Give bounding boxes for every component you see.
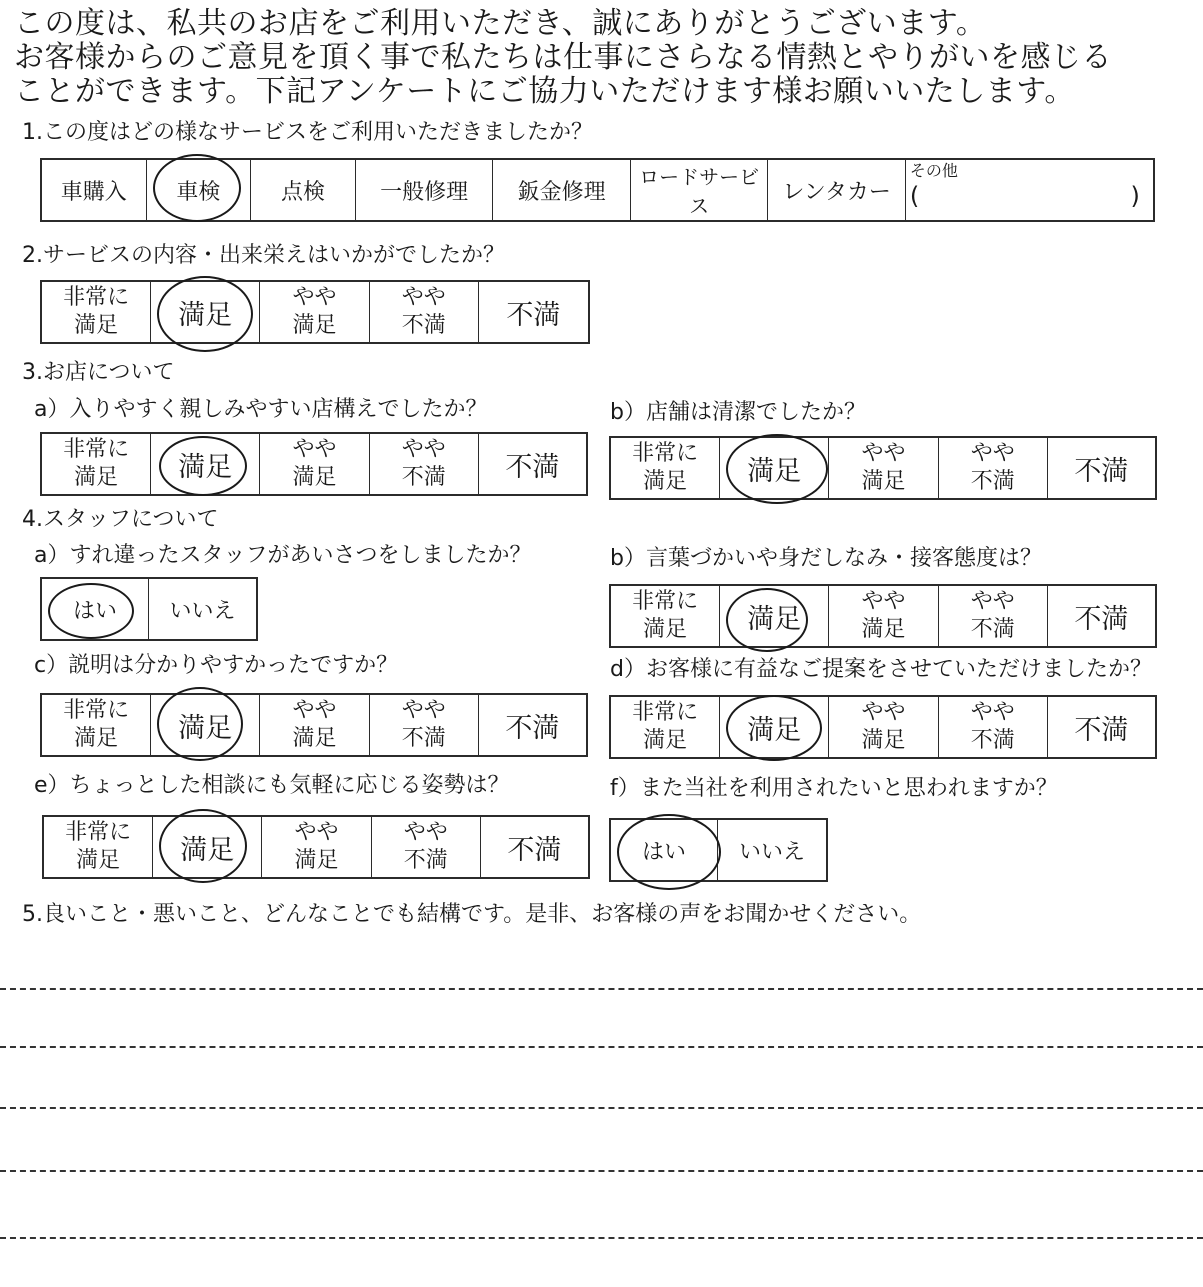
option-very-satisfied[interactable]: 非常に 満足: [42, 434, 151, 494]
q4c-scale: [40, 693, 588, 757]
option-dissatisfied[interactable]: 不満: [506, 299, 561, 331]
answer-line[interactable]: [0, 1107, 1203, 1109]
option-somewhat-dissatisfied[interactable]: やや 不満: [939, 697, 1048, 757]
answer-line[interactable]: [0, 1170, 1203, 1172]
q4a-question: a）すれ違ったスタッフがあいさつをしましたか？: [34, 543, 532, 568]
answer-line[interactable]: [0, 1237, 1203, 1239]
q4e-question: e）ちょっとした相談にも気軽に応じる姿勢は？: [34, 773, 510, 798]
q1-option-checkup[interactable]: 点検: [251, 160, 356, 220]
q4b-question: b）言葉づかいや身だしなみ・接客態度は？: [610, 546, 1042, 571]
other-input[interactable]: ( ): [909, 182, 1140, 210]
option-somewhat-satisfied[interactable]: やや 満足: [829, 586, 938, 646]
option-yes[interactable]: はい: [611, 820, 718, 880]
option-satisfied[interactable]: 満足: [153, 817, 262, 877]
option-satisfied[interactable]: 満足: [720, 586, 829, 646]
option-somewhat-satisfied[interactable]: やや 満足: [829, 697, 938, 757]
q2-question: 2.サービスの内容・出来栄えはいかがでしたか？: [22, 243, 505, 268]
option-somewhat-dissatisfied[interactable]: やや 不満: [370, 695, 479, 755]
option-very-satisfied[interactable]: 非常に 満足: [611, 586, 720, 646]
q5-question: 5.良いこと・悪いこと、どんなことでも結構です。是非、お客様の声をお聞かせください。: [22, 902, 922, 927]
q3a-question: a）入りやすく親しみやすい店構えでしたか？: [34, 397, 488, 422]
option-somewhat-dissatisfied[interactable]: やや 不満: [370, 434, 479, 494]
option-satisfied[interactable]: 満足: [720, 438, 829, 498]
option-somewhat-dissatisfied[interactable]: やや 不満: [370, 282, 479, 342]
q4d-question: d）お客様に有益なご提案をさせていただけましたか？: [610, 657, 1152, 682]
option-very-satisfied[interactable]: 非常に 満足: [44, 817, 153, 877]
option-somewhat-satisfied[interactable]: やや 満足: [260, 434, 369, 494]
option-no[interactable]: いいえ: [169, 598, 236, 624]
q1-option-repair[interactable]: 一般修理: [356, 160, 494, 220]
option-dissatisfied[interactable]: 不満: [1074, 603, 1129, 635]
q4a-yesno: [40, 577, 258, 641]
q1-options: [40, 158, 1155, 222]
q1-option-inspection[interactable]: 車検: [147, 160, 252, 220]
q4-heading: 4.スタッフについて: [22, 507, 219, 532]
intro-line: この度は、私共のお店をご利用いただき、誠にありがとうございます。: [14, 6, 987, 41]
option-very-satisfied[interactable]: 非常に 満足: [42, 282, 151, 342]
q4c-question: c）説明は分かりやすかったですか？: [34, 653, 399, 678]
q1-option-bodywork[interactable]: 鈑金修理: [493, 160, 631, 220]
option-dissatisfied[interactable]: 不満: [1074, 714, 1129, 746]
option-somewhat-dissatisfied[interactable]: やや 不満: [372, 817, 481, 877]
q4f-question: f）また当社を利用されたいと思われますか？: [610, 776, 1058, 801]
q1-question: 1.この度はどの様なサービスをご利用いただきましたか？: [22, 120, 593, 145]
q1-option-road-service[interactable]: ロードサービス: [631, 160, 769, 220]
q3-heading: 3.お店について: [22, 360, 175, 385]
q3b-scale: [609, 436, 1157, 500]
option-dissatisfied[interactable]: 不満: [505, 451, 560, 483]
option-satisfied[interactable]: 満足: [151, 695, 260, 755]
option-somewhat-satisfied[interactable]: やや 満足: [260, 282, 369, 342]
option-yes[interactable]: はい: [42, 579, 149, 639]
q3a-scale: [40, 432, 588, 496]
q1-option-other[interactable]: その他 ( ): [909, 161, 1140, 210]
intro-line: お客様からのご意見を頂く事で私たちは仕事にさらなる情熱とやりがいを感じる: [14, 40, 1112, 75]
option-somewhat-satisfied[interactable]: やや 満足: [262, 817, 371, 877]
q4f-yesno: [609, 818, 828, 882]
q4d-scale: [609, 695, 1157, 759]
q2-scale: [40, 280, 590, 344]
intro-text: [14, 6, 1194, 108]
option-no[interactable]: いいえ: [739, 839, 806, 865]
q4b-scale: [609, 584, 1157, 648]
option-very-satisfied[interactable]: 非常に 満足: [42, 695, 151, 755]
answer-line[interactable]: [0, 1046, 1203, 1048]
answer-line[interactable]: [0, 988, 1203, 990]
q3b-question: b）店舗は清潔でしたか？: [610, 400, 866, 425]
option-somewhat-dissatisfied[interactable]: やや 不満: [939, 586, 1048, 646]
option-somewhat-satisfied[interactable]: やや 満足: [829, 438, 938, 498]
intro-line: ことができます。下記アンケートにご協力いただけます様お願いいたします。: [14, 74, 1075, 109]
q4e-scale: [42, 815, 590, 879]
option-dissatisfied[interactable]: 不満: [507, 834, 562, 866]
option-very-satisfied[interactable]: 非常に 満足: [611, 438, 720, 498]
option-dissatisfied[interactable]: 不満: [1074, 455, 1129, 487]
option-somewhat-satisfied[interactable]: やや 満足: [260, 695, 369, 755]
option-somewhat-dissatisfied[interactable]: やや 不満: [939, 438, 1048, 498]
option-satisfied[interactable]: 満足: [720, 697, 829, 757]
option-satisfied[interactable]: 満足: [151, 282, 260, 342]
option-satisfied[interactable]: 満足: [151, 434, 260, 494]
option-very-satisfied[interactable]: 非常に 満足: [611, 697, 720, 757]
q1-option-rental[interactable]: レンタカー: [768, 160, 906, 220]
option-dissatisfied[interactable]: 不満: [505, 712, 560, 744]
q1-option-purchase[interactable]: 車購入: [42, 160, 147, 220]
